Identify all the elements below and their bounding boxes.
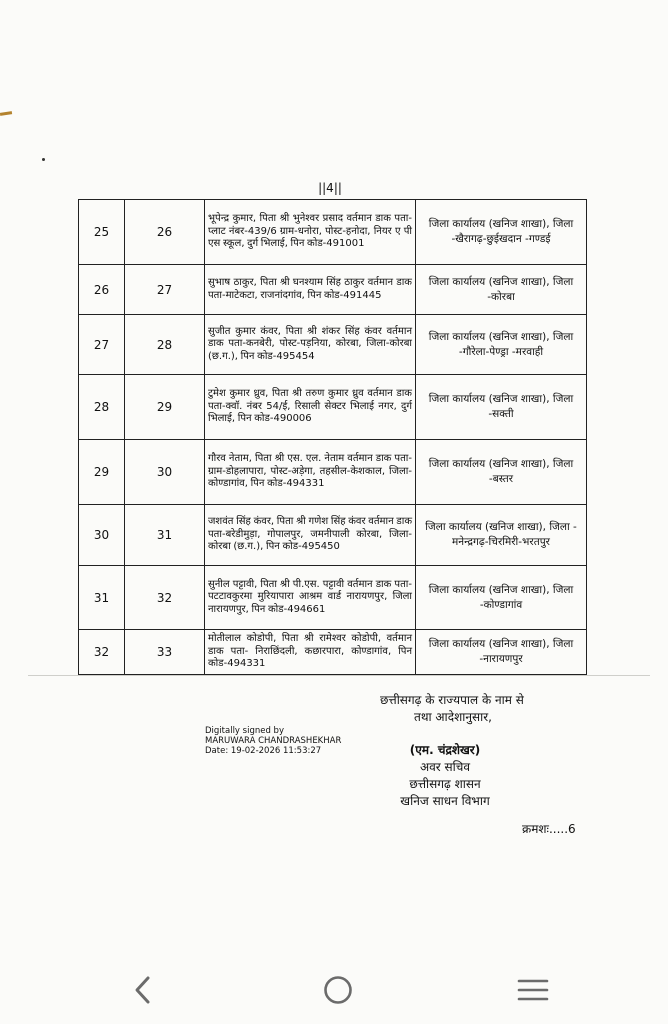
candidate-address: जशवंत सिंह कंवर, पिता श्री गणेश सिंह कंवर वर्तमान डाक पता-बरेडीमुड़ा, गोपालपुर, जमनीपाली कोरबा, जिला-कोरबा (छ.ग.), पिन कोड-495450 [205, 505, 416, 566]
candidate-address: भूपेन्द्र कुमार, पिता श्री भुनेश्वर प्रसाद वर्तमान डाक पता-प्लाट नंबर-439/6 ग्राम-धनोरा, पोस्ट-हनोदा, नियर ए पी एस स्कूल, दुर्ग भिलाई, पिन कोड-491001 [205, 200, 416, 265]
posting-office: जिला कार्यालय (खनिज शाखा), जिला -गौरेला-पेण्ड्रा -मरवाही [416, 315, 587, 375]
page-number: ||4|| [318, 181, 342, 195]
roll-number: 29 [125, 375, 205, 440]
serial-number: 32 [79, 630, 125, 675]
page-edge-mark [0, 111, 12, 116]
roll-number: 27 [125, 265, 205, 315]
candidate-table [78, 199, 587, 675]
serial-number: 26 [79, 265, 125, 315]
serial-number: 28 [79, 375, 125, 440]
digital-signature-line-1: Digitally signed by [205, 726, 284, 736]
digital-signature-name: MARUWARA CHANDRASHEKHAR [205, 736, 342, 746]
continuation-note: क्रमशः.....6 [522, 822, 576, 836]
roll-number: 26 [125, 200, 205, 265]
signatory-name: (एम. चंद्रशेखर) [409, 743, 481, 757]
serial-number: 27 [79, 315, 125, 375]
posting-office: जिला कार्यालय (खनिज शाखा), जिला -सक्ती [416, 375, 587, 440]
posting-office: जिला कार्यालय (खनिज शाखा), जिला -कोरबा [416, 265, 587, 315]
posting-office: जिला कार्यालय (खनिज शाखा), जिला -नारायणपुर [416, 630, 587, 675]
roll-number: 32 [125, 566, 205, 630]
candidate-address: सुजीत कुमार कंवर, पिता श्री शंकर सिंह कंवर वर्तमान डाक पता-कनबेरी, पोस्ट-पड़निया, कोरबा, जिला-कोरबा (छ.ग.), पिन कोड-495454 [205, 315, 416, 375]
table-row [79, 566, 587, 630]
candidate-address: गौरव नेताम, पिता श्री एस. एल. नेताम वर्तमान डाक पता- ग्राम-डोहलापारा, पोस्ट-अड़ेगा, तहसील-केशकाल, जिला-कोण्डागांव, पिन कोड-494331 [205, 440, 416, 505]
roll-number: 30 [125, 440, 205, 505]
home-icon [322, 974, 354, 1006]
page-dot [42, 158, 45, 161]
serial-number: 25 [79, 200, 125, 265]
table-row [79, 375, 587, 440]
table-row [79, 315, 587, 375]
candidate-address: टुमेश कुमार ध्रुव, पिता श्री तरुण कुमार ध्रुव वर्तमान डाक पता-क्वॉ. नंबर 54/ई, रिसाली सेक्टर भिलाई नगर, दुर्ग भिलाई, पिन कोड-490006 [205, 375, 416, 440]
back-button[interactable] [120, 970, 166, 1010]
section-divider [28, 675, 650, 676]
serial-number: 30 [79, 505, 125, 566]
back-icon [132, 975, 154, 1005]
digital-signature-date: Date: 19-02-2026 11:53:27 [205, 746, 322, 756]
roll-number: 33 [125, 630, 205, 675]
system-nav-bar [0, 960, 668, 1024]
posting-office: जिला कार्यालय (खनिज शाखा), जिला -खैरागढ़-छुईखदान -गण्डई [416, 200, 587, 265]
signatory-government: छत्तीसगढ़ शासन [409, 777, 481, 791]
signatory-department: खनिज साधन विभाग [400, 794, 490, 808]
recent-apps-icon [517, 977, 549, 1003]
roll-number: 28 [125, 315, 205, 375]
serial-number: 31 [79, 566, 125, 630]
table-row [79, 200, 587, 265]
governor-line-2: तथा आदेशानुसार, [414, 710, 492, 724]
posting-office: जिला कार्यालय (खनिज शाखा), जिला -बस्तर [416, 440, 587, 505]
recent-apps-button[interactable] [510, 970, 556, 1010]
governor-order [380, 692, 620, 726]
candidate-address: सुनील पट्टावी, पिता श्री पी.एस. पट्टावी वर्तमान डाक पता- पटटावकुरमा मुरियापारा आश्रम वार्ड नारायणपुर, जिला नारायणपुर, पिन कोड-494661 [205, 566, 416, 630]
posting-office: जिला कार्यालय (खनिज शाखा), जिला - मनेन्द्रगढ़-चिरमिरी-भरतपुर [416, 505, 587, 566]
digital-signature [205, 726, 341, 756]
table-row [79, 630, 587, 675]
table-row [79, 440, 587, 505]
home-button[interactable] [315, 970, 361, 1010]
table-row [79, 265, 587, 315]
signatory-block [340, 742, 550, 810]
posting-office: जिला कार्यालय (खनिज शाखा), जिला -कोण्डागांव [416, 566, 587, 630]
roll-number: 31 [125, 505, 205, 566]
candidate-address: सुभाष ठाकुर, पिता श्री घनश्याम सिंह ठाकुर वर्तमान डाक पता-माटेकटा, राजनांदगांव, पिन कोड-491445 [205, 265, 416, 315]
signatory-designation: अवर सचिव [419, 760, 471, 774]
serial-number: 29 [79, 440, 125, 505]
table-row [79, 505, 587, 566]
candidate-address: मोतीलाल कोडोपी, पिता श्री रामेश्वर कोडोपी, वर्तमान डाक पता- निराछिंदली, कछारपारा, कोण्डागांव, पिन कोड-494331 [205, 630, 416, 675]
governor-line-1: छत्तीसगढ़ के राज्यपाल के नाम से [380, 693, 524, 707]
